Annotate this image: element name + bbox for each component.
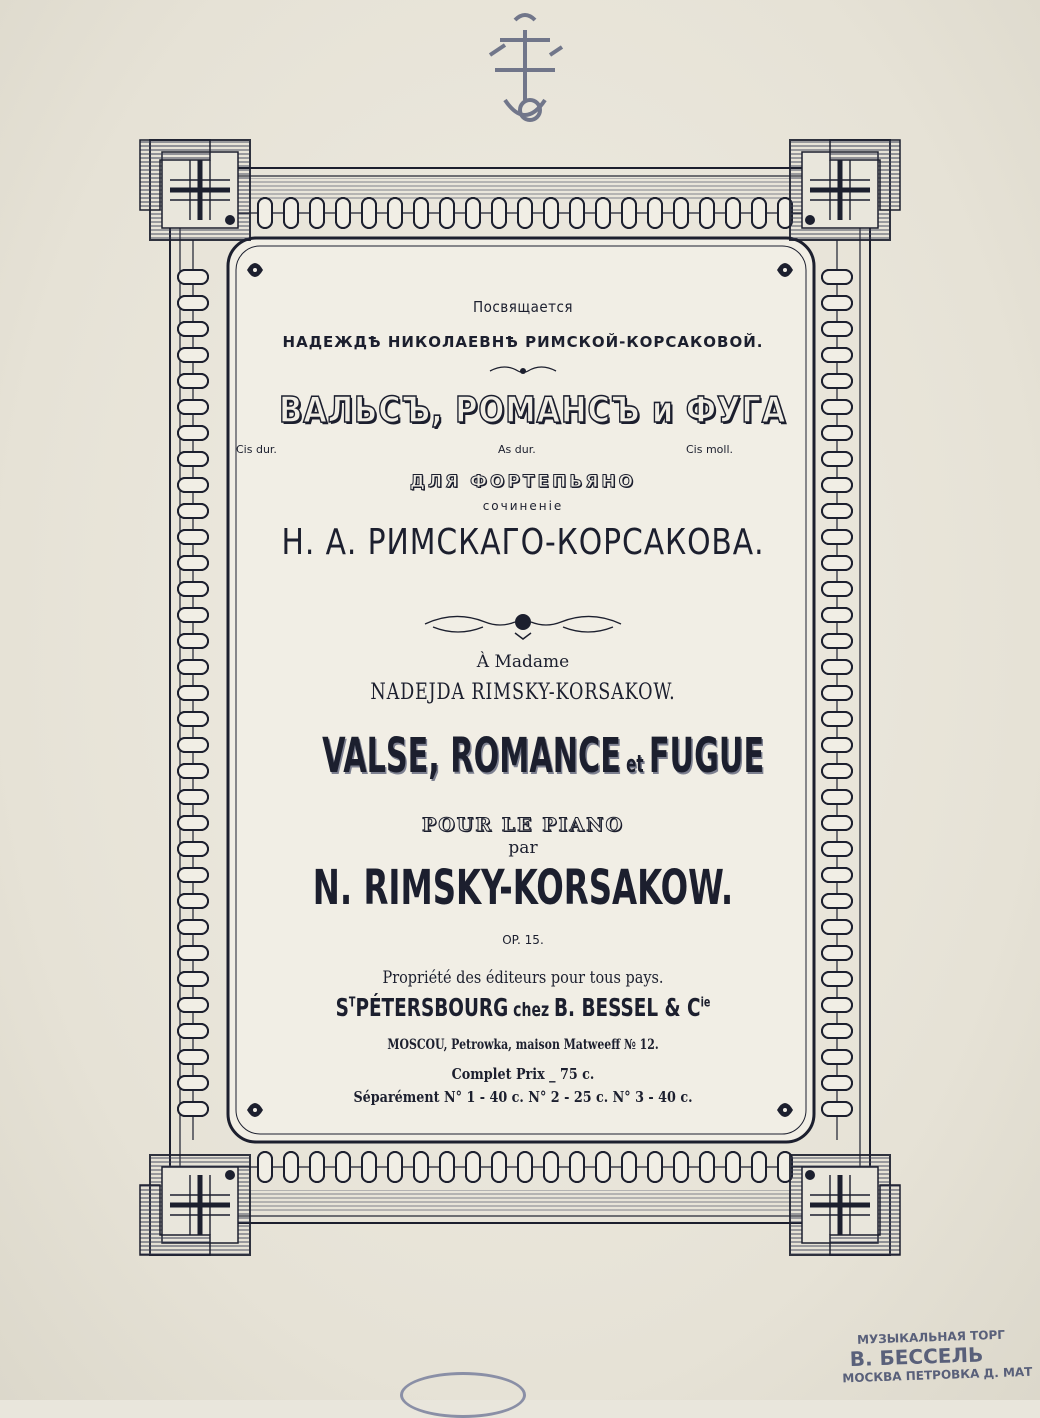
publisher-st-sup: T (348, 995, 356, 1011)
opus-number: OP. 15. (502, 933, 544, 947)
key-signatures (236, 443, 810, 461)
oval-stamp (400, 1372, 526, 1418)
copyright-note: Propriété des éditeurs pour tous pays. (382, 968, 664, 988)
shop-stamp-line3: МОСКВА ПЕТРОВКА Д. МАТ (842, 1364, 1033, 1386)
pour-le-piano: POUR LE PIANO (421, 814, 625, 836)
ornament-flourish (423, 607, 623, 641)
composer-fr: N. RIMSKY-KORSAKOW. (312, 860, 734, 916)
par: par (508, 838, 538, 858)
title-ru: ВАЛЬСЪ, РОМАНСЪ и ФУГА (279, 390, 787, 431)
ornament-small (488, 363, 558, 379)
dedication-ru: Посвящается (472, 298, 574, 316)
title-fr-et: et (620, 750, 649, 778)
dedicatee-ru: НАДЕЖДѢ НИКОЛАЕВНѢ РИМСКОЙ-КОРСАКОВОЙ. (282, 333, 764, 351)
shop-stamp-line2: В. БЕССЕЛЬ (849, 1342, 984, 1372)
library-stamp-mark (470, 0, 580, 140)
publisher-chez: chez (508, 999, 554, 1021)
title-fr-part2: FUGUE (648, 728, 765, 784)
publisher-st: S (335, 993, 349, 1022)
key-valse: Cis dur. (236, 443, 277, 456)
shop-stamp-line1: МУЗЫКАЛЬНАЯ ТОРГ (856, 1327, 1006, 1347)
composer-ru: Н. А. РИМСКАГО-КОРСАКОВА. (281, 522, 765, 563)
for-piano-ru: ДЛЯ ФОРТЕПЬЯНО (409, 472, 637, 492)
composition-ru: сочиненіе (482, 499, 564, 513)
title-page-content (236, 250, 810, 1130)
dedicatee-fr: NADEJDA RIMSKY-KORSAKOW. (370, 680, 676, 705)
a-madame: À Madame (476, 652, 570, 672)
publisher-firm-sup: ie (700, 995, 711, 1011)
title-fr-part1: VALSE, ROMANCE (322, 728, 621, 784)
separate-prices: Séparément N° 1 - 40 c. N° 2 - 25 c. N° 3 - 40 c. (353, 1088, 693, 1106)
title-fr (322, 728, 765, 784)
moscow-address: MOSCOU, Petrowka, maison Matweeff № 12. (387, 1037, 659, 1053)
key-romance: As dur. (498, 443, 536, 456)
key-fugue: Cis moll. (686, 443, 734, 456)
publisher-city: PÉTERSBOURG (355, 993, 509, 1022)
complete-price: Complet Prix _ 75 c. (451, 1065, 595, 1083)
shop-stamp (837, 1326, 1040, 1403)
publisher-firm: B. BESSEL & C (553, 993, 701, 1022)
publisher (288, 993, 759, 1022)
